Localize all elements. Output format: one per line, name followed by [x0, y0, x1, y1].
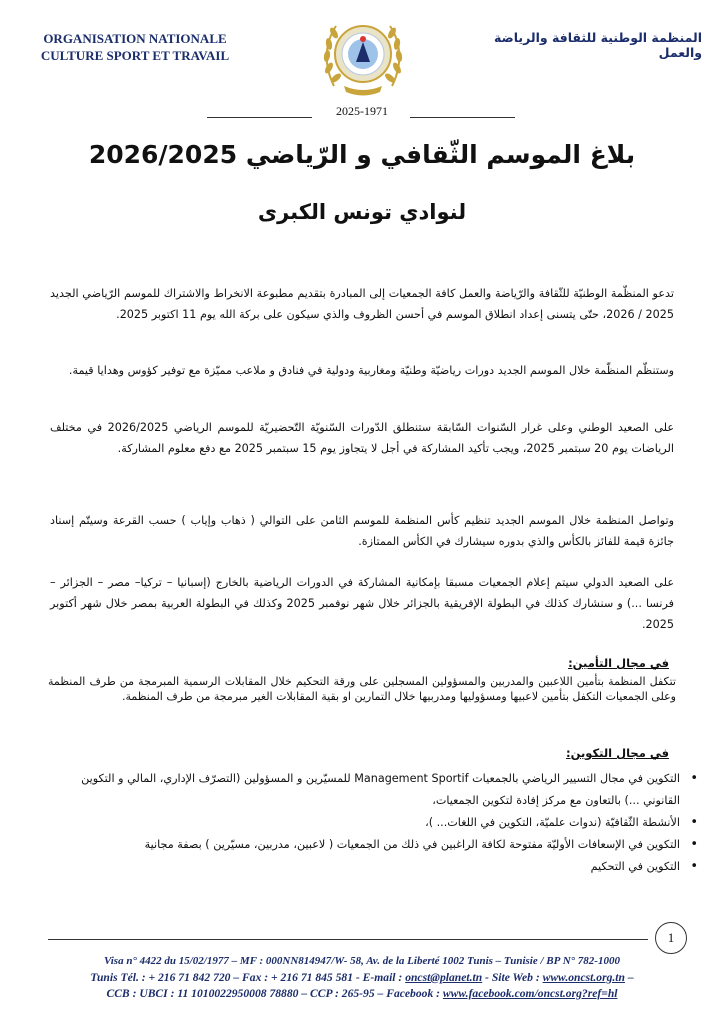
page-number: 1 [655, 922, 687, 954]
insurance-text: تتكفل المنظمة بتأمين اللاعبين والمدربين والمسؤولين المسجلين على ورقة التحكيم خلال المقابلات الرسمية المبرمجة من طرف المنظمة وعلى الجمعيات التكفل بتأمين لاعبيها ومسؤوليها ومدربيها خلال التمارين او بقية المقابلات الغير مبرمجة من طرف المنظمة. [48, 675, 676, 703]
founding-years: 2025-1971 [336, 104, 388, 118]
footer-contact: Tunis Tél. : + 216 71 842 720 – Fax : + 216 71 845 581 - E-mail : [90, 971, 406, 984]
org-name-fr [30, 30, 240, 64]
website-link[interactable]: www.oncst.org.tn [542, 971, 625, 984]
paragraph-registration: تدعو المنظّمة الوطنيّة للثّقافة والرّياضة والعمل كافة الجمعيات إلى المبادرة بتقديم مطبوعة الانخراط والاشتراك للموسم الرّياضي الجديد 2025 / 2026، حتّى يتسنى إعداد انطلاق الموسم في أحسن الظروف والذي سيكون على بركة الله يوم 11 اكتوبر 2025. [50, 287, 674, 321]
footer-bank: CCB : UBCI : 11 1010022950008 78880 – CCP : 265-95 – Facebook : [106, 987, 443, 1000]
training-item: • التكوين في مجال التسيير الرياضي بالجمعيات Management Sportif للمسيّرين و المسؤولين (التصرّف الإداري، المالي و التكوين القانوني ...) بالتعاون مع مركز إفادة لتكوين الجمعيات، [50, 768, 680, 812]
email-link[interactable]: oncst@planet.tn [405, 971, 483, 984]
footer-line3 [20, 987, 704, 1000]
training-heading: في مجال التكوين: [566, 746, 669, 760]
footer-site-label: - Site Web : [482, 971, 543, 984]
page-subtitle: لنوادي تونس الكبرى [257, 200, 467, 224]
facebook-link[interactable]: www.facebook.com/oncst.org?ref=hl [442, 987, 618, 1000]
footer-line1: Visa n° 4422 du 15/02/1977 – MF : 000NN814947/W- 58, Av. de la Liberté 1002 Tunis – Tunisie / BP N° 782-1000 [104, 955, 620, 967]
divider-right [410, 117, 515, 118]
org-name-ar: المنظمة الوطنية للثقافة والرياضة والعمل [494, 30, 702, 60]
footer-dash: – [624, 971, 634, 984]
page-title: بلاغ الموسم الثّقافي و الرّياضي 2026/2025 [88, 140, 636, 169]
paragraph-cup: وتواصل المنظمة خلال الموسم الجديد تنظيم كأس المنظمة للموسم الثامن على التوالي ( ذهاب وإياب ) حسب القرعة وسيتّم إسناد جائزة قيمة للفائز بالكأس والذي بدوره سيشارك في الكأس الممتازة. [50, 514, 674, 548]
org-name-fr-line2: CULTURE SPORT ET TRAVAIL [40, 48, 230, 63]
divider-left [207, 117, 312, 118]
training-item: • التكوين في التحكيم [50, 856, 680, 878]
org-name-fr-line1: ORGANISATION NATIONALE [43, 31, 227, 46]
footer-divider [48, 939, 648, 940]
paragraph-tournaments: وستنظّم المنظّمة خلال الموسم الجديد دورات رياضيّة وطنيّة ومغاربية ودولية في فنادق و ملاعب مميّزة مع توفير كؤوس وهدايا قيمة. [68, 364, 674, 377]
paragraph-international: على الصعيد الدولي سيتم إعلام الجمعيات مسبقا بإمكانية المشاركة في الدورات الرياضية بالخارج (إسبانيا – تركيا– مصر – الجزائر – فرنسا ...) و سنشارك كذلك في البطولة الإفريقية بالجزائر خلال شهر نوفمبر 2025 وكذلك في البطولة العربية بمصر خلال شهر أكتوبر 2025. [50, 576, 674, 631]
training-item: • الأنشطة الثّقافيّة (ندوات علميّة، التكوين في اللغات... )، [50, 812, 680, 834]
training-item: • التكوين في الإسعافات الأوليّة مفتوحة لكافة الراغبين في ذلك من الجمعيات ( لاعبين، مدربين، مسيّرين ) بصفة مجانية [50, 834, 680, 856]
footer-line2 [20, 971, 704, 984]
emblem-icon [314, 6, 412, 104]
paragraph-national: على الصعيد الوطني وعلى غرار السّنوات السّابقة ستنطلق الدّورات السّنويّة التّحضيريّة للموسم الرياضي 2026/2025 في مختلف الرياضات يوم 20 سبتمبر 2025، ويجب تأكيد المشاركة في أجل لا يتجاوز يوم 15 سبتمبر 2025 مع دفع معلوم المشاركة. [50, 421, 674, 455]
training-list [50, 768, 700, 878]
insurance-heading: في مجال التأمين: [568, 656, 669, 670]
